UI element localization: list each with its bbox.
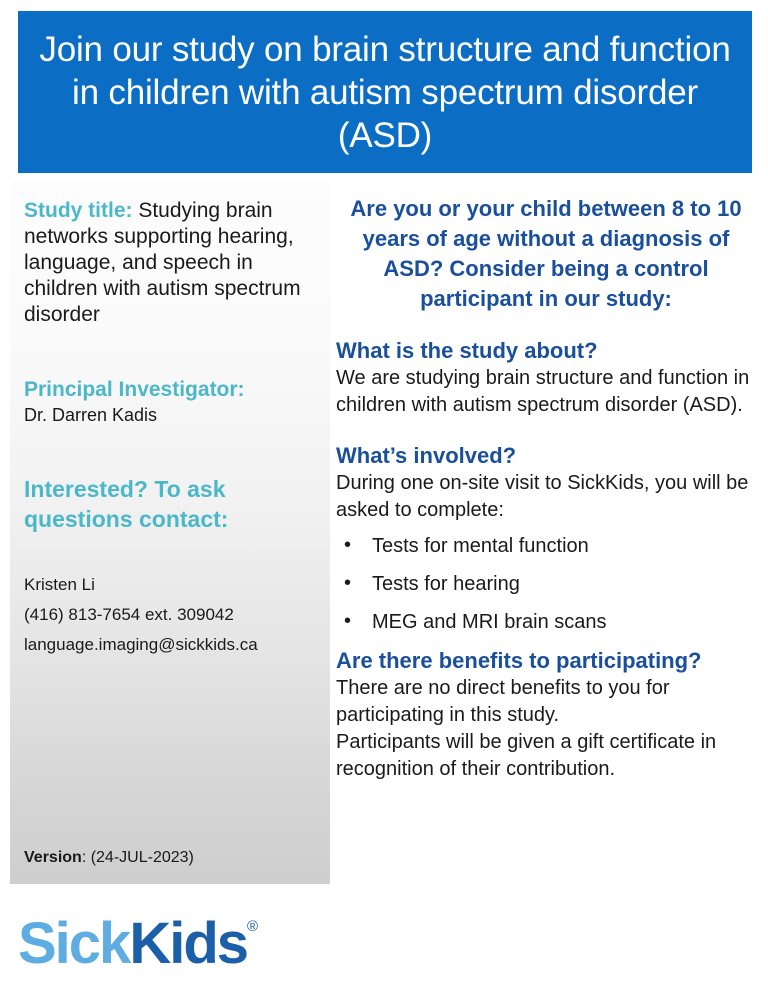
principal-investigator-name: Dr. Darren Kadis — [24, 405, 158, 425]
list-item: • MEG and MRI brain scans — [336, 609, 756, 636]
study-title-label: Study title: — [24, 199, 133, 222]
version-info — [24, 849, 194, 867]
section-whats-involved — [336, 442, 756, 636]
principal-investigator-label: Principal Investigator: — [24, 378, 245, 401]
version-label: Version — [24, 849, 82, 866]
version-value: : (24-JUL-2023) — [81, 849, 194, 866]
section-body-benefits: There are no direct benefits to you for participating in this study. — [336, 677, 670, 726]
contact-phone[interactable]: (416) 813-7654 ext. 309042 — [24, 605, 234, 624]
study-info-sidebar — [10, 181, 330, 884]
section-heading-study-about: What is the study about? — [336, 338, 598, 363]
recruitment-main-column — [336, 181, 756, 783]
contact-name: Kristen Li — [24, 575, 95, 594]
page-title: Join our study on brain structure and function in children with autism spectrum disorder (ASD) — [39, 29, 731, 155]
section-study-about — [336, 337, 756, 419]
section-body-benefits-second: Participants will be given a gift certificate in recognition of their contribution. — [336, 731, 717, 780]
section-heading-whats-involved: What’s involved? — [336, 443, 517, 468]
logo-text-kids: Kids — [129, 911, 248, 976]
section-body-study-about: We are studying brain structure and function in children with autism spectrum disorder (ASD). — [336, 367, 750, 416]
involvement-list — [336, 533, 756, 636]
contact-details-block — [24, 570, 316, 660]
section-heading-benefits: Are there benefits to participating? — [336, 648, 702, 673]
study-title-block — [24, 198, 316, 328]
section-benefits — [336, 647, 756, 783]
registered-trademark-icon: ® — [247, 918, 259, 935]
spacer-before-pi — [24, 330, 316, 376]
content-columns — [0, 181, 768, 891]
study-title-paragraph — [24, 198, 316, 328]
spacer-before-contact-details — [24, 536, 316, 570]
list-item: • Tests for hearing — [336, 571, 756, 598]
list-item: • Tests for mental function — [336, 533, 756, 560]
contact-heading: Interested? To ask questions contact: — [24, 476, 229, 532]
sickkids-logo — [18, 896, 258, 975]
eligibility-callout: Are you or your child between 8 to 10 years of age without a diagnosis of ASD? Consider being a control participant in our study: — [350, 196, 742, 311]
contact-email[interactable]: language.imaging@sickkids.ca — [24, 635, 258, 654]
section-body-whats-involved: During one on-site visit to SickKids, you will be asked to complete: — [336, 472, 749, 521]
header-banner — [18, 11, 752, 173]
contact-heading-block — [24, 474, 316, 534]
study-title-value: Studying brain networks supporting hearing, language, and speech in children with autism spectrum disorder — [24, 199, 301, 326]
principal-investigator-block — [24, 376, 316, 428]
spacer-before-contact-heading — [24, 430, 316, 474]
logo-text-sick: Sick — [18, 911, 130, 976]
